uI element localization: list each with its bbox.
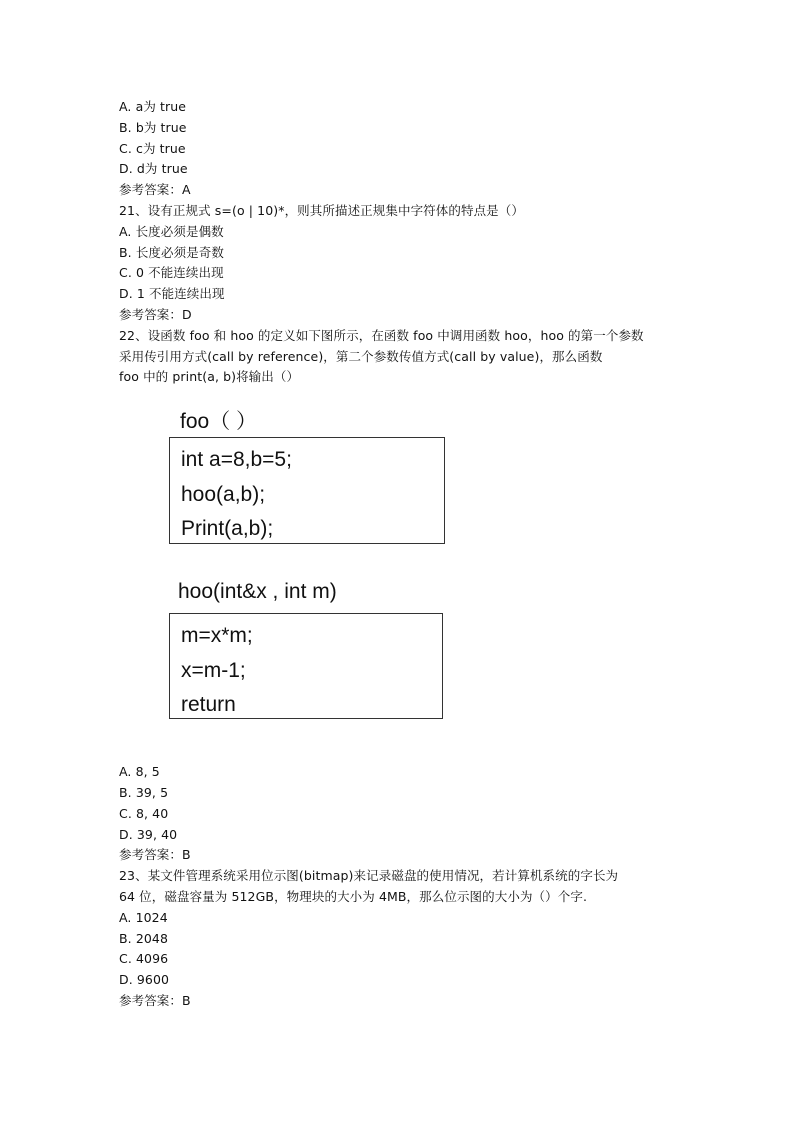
question-22 (119, 326, 689, 866)
question-text-line-3: foo 中的 print(a, b)将输出（） (119, 369, 300, 385)
answer: 参考答案：B (119, 847, 191, 863)
code-line: x=m-1; (181, 658, 246, 682)
question-text: 21、设有正规式 s=(o | 10)*，则其所描述正规集中字符体的特点是（） (119, 202, 524, 218)
hoo-title: hoo(int&x , int m) (178, 580, 337, 604)
option-b: B. 2048 (119, 930, 169, 946)
foo-title: foo（ ） (180, 410, 258, 434)
code-line: return (181, 693, 236, 717)
answer: 参考答案：D (119, 306, 192, 322)
question-23 (119, 866, 689, 1012)
document-page (119, 97, 689, 1012)
question-text-line-1: 22、设函数 foo 和 hoo 的定义如下图所示，在函数 foo 中调用函数 hoo，hoo 的第一个参数 (119, 327, 644, 343)
option-c: C. 8, 40 (119, 805, 169, 821)
option-b: B. 39, 5 (119, 784, 169, 800)
question-21 (119, 201, 689, 326)
option-c: C. 0 不能连续出现 (119, 265, 224, 281)
code-line: Print(a,b); (181, 517, 274, 541)
hoo-code-box (169, 613, 443, 719)
option-a: A. a为 true (119, 99, 187, 114)
question-text-line-2: 64 位，磁盘容量为 512GB，物理块的大小为 4MB，那么位示图的大小为（）个字. (119, 888, 588, 904)
question-text-line-1: 23、某文件管理系统采用位示图(bitmap)来记录磁盘的使用情况，若计算机系统的字长为 (119, 868, 619, 884)
answer: 参考答案：A (119, 182, 191, 198)
answer: 参考答案：B (119, 992, 191, 1008)
option-d: D. 1 不能连续出现 (119, 286, 225, 302)
option-d: D. 39, 40 (119, 826, 178, 842)
question-text-line-2: 采用传引用方式(call by reference)，第二个参数传值方式(call by value)，那么函数 (119, 348, 603, 364)
option-c: C. c为 true (119, 140, 186, 156)
option-a: A. 8, 5 (119, 764, 160, 780)
option-a: A. 1024 (119, 909, 168, 925)
code-figure (119, 388, 689, 762)
question-20 (119, 97, 689, 201)
code-line: hoo(a,b); (181, 482, 266, 506)
option-d: D. d为 true (119, 161, 188, 177)
code-line: m=x*m; (181, 624, 253, 648)
option-a: A. 长度必须是偶数 (119, 223, 224, 239)
option-c: C. 4096 (119, 951, 169, 967)
foo-code-box (169, 437, 445, 544)
code-line: int a=8,b=5; (181, 448, 292, 472)
option-d: D. 9600 (119, 972, 170, 988)
option-b: B. 长度必须是奇数 (119, 244, 225, 260)
option-b: B. b为 true (119, 119, 187, 135)
